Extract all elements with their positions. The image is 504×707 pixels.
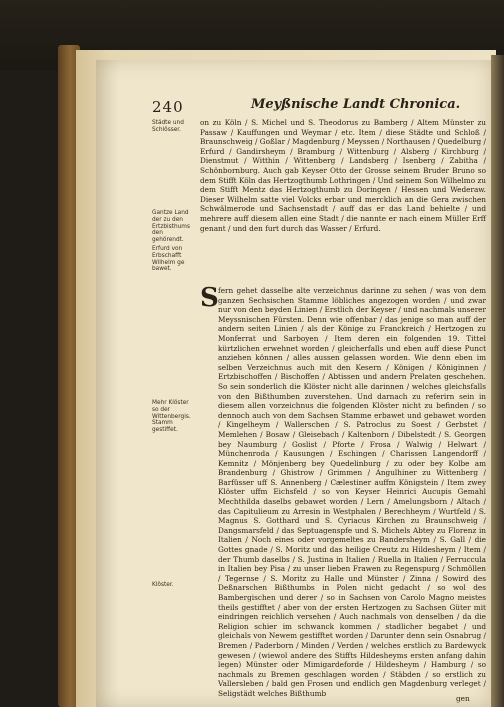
paragraph-1-text: on zu Köln / S. Michel und S. Theodorus zu Bamberg / Altem Münster zu Passaw / Kauffungen und Weymar / etc. Item / diese Städte und Schloß / Braunschweig / Goßlar / Magdenburg / Meyssen / Northausen / Quedelburg / Erfurd / Gandirsheym / Bramburg / Wittenburg / Alsberg / Kirchburg / Dienstmut / Witthin / Wittenberg / Landsberg / Isenberg / Zabitha / Schönbornburg. Auch gab Keyser Otto der Grosse seinem Bruder Bruno so dem Stifft Köln das Hertzogthumb Lothringen / Und seinem Son Wilhelmo zu dem Stifft Mentz das Hertzogthumb zu Doringen / Hessen und Wederaw. Dieser Wilhelm satte viel Volcks erbar und mercklich an die Gera zwischen Schwälmerode und Sachsenstadt / auff das er das Land behielte / und mehrere auff diesem allen eine Stadt / die nannte er nach einem Müller Erff genant / und den furt durch das Wasser / Erfurd. [200,118,486,233]
page-number: 240 [152,98,184,116]
catchword: gen [456,694,470,703]
margin-note-cities: Städte und Schlösser. [152,120,184,133]
document-page [96,60,491,707]
right-page-shadow [491,55,504,707]
paragraph-2-text: fern gehet dasselbe alte verzeichnus darinne zu sehen / was von dem ganzen Sechsischen Stamme löbliches angezogen worden / und zwar nur von den beyden Linien / Erstlich der Keyser / und nachmals unserer Meyssnischen Fürsten. Denn wie offenbar / das jenige so man auff der andern seiten Linien / als der Könige zu Franckreich / Hertzogen zu Monferrat und Sarboyen / Item deren ein folgenden 19. Tittel kürtzlichen erwehnet worden / gleicherfalls und eben auff diese Punct anziehen können / alles aussen gelassen worden. Wie denn eben im selben Verzeichnus auch mit den Kesern / Königen / Königinnen / Ertzbischoffen / Bischoffen / Abtissen und andern Prelaten geschehen. So sein sonderlich die Klöster nicht alle darinnen / welches gleichsfalls von den Bißthumben zuverstehen. Und darnach zu referirn sein in diesem allen vorzeichnus die folgenden Klöster nicht zu befinden / so dennoch auch von dem Sachsen Stamme erbawet und gebawet worden / Kingelheym / Wallerschen / S. Patroclus zu Soest / Gerbstet / Memlehen / Bosaw / Gleisebach / Kaltenborn / Dibelstedt / S. Georgen bey Naumburg / Goslist / Pforte / Frosa / Walwig / Helwart / Münchenroda / Kausungen / Eschingen / Charissen Langendorff / Kemnitz / Mönjenberg bey Quedelinburg / zu oder bey Kolbe am Brandenburg / Ghistrow / Grimmen / Angulhiner zu Wittenberg / Barfüsser uff S. Annenberg / Cælestiner auffm Königstein / Item zwey Klöster uffm Eichsfeld / so von Keyser Heinrici Aucupis Gemahl Mechthilda daselbs gebawet worden / Lern / Amelungsborn / Altach / das Capitulieum zu Arresin in Westphalen / Berechheym / Wurtfeld / S. Magnus S. Gotthard und S. Cyriacus Kirchen zu Braunschweig / Dangsmarsfeld / das Septuagenspfe und S. Michels Abtey zu Florenz in Italien / Noch eines oder vorgemeltes zu Bandersheym / S. Gall / die Gottes gnade / S. Moritz und das heilige Creutz zu Hildesheym / Item / der Thumb daselbs / S. Justina in Italien / Ruella in Italien / Ferruccula in Italien bey Pisa / zu unser lieben Frawen zu Regenspurg / Schmöllen / Tegernse / S. Moritz zu Halle und Münster / Zinna / Sowird des Deßnarschen Bißthumbs in Polen nicht gedacht / so wol des Bambergischen und derer / so in Sachsen von Carolo Magno meistes theils gestifftet / aber von der ersten Hertzogen zu Sachsen Güter mit eindringen reichlich versehen / Auch nachmals von denselben / da die Religion schier im schwanck kommen / stadlicher begabet / und gleichals von Newem gestifftet worden / Darunter denn sein Osnabrug / Bremen / Paderborn / Minden / Verden / welches erstlich zu Bardewyck gewesen / (wiewol andere des Stiffts Hildesheyms ersten anfang dahin legen) Münster oder Mimigardeforde / Hildesheym / Hamburg / so nachmals zu Bremen geschlagen worden / Stäbden / so erstlich zu Vallersleben / bald gen Frosen und endlich gen Magdenburg verleget / Seligstädt welches Bißthumb [218,286,486,698]
paragraph-2 [218,286,486,699]
running-head: Meyßnische Landt Chronica. [251,97,461,112]
margin-note-erfurd: Erfurd von Erbschafft Wilhelm ge bawet. [152,246,185,273]
margin-note-land: Gantze Land der zu den Ertzbisthums den gehörendt. [152,210,190,244]
initial-letter-S: S [200,283,219,313]
margin-note-monasteries: Mehr Klöster so der Wittenbergis. Stamm gestiffet. [152,400,191,434]
margin-note-kloster: Klöster. [152,582,174,588]
paragraph-1 [200,118,486,233]
